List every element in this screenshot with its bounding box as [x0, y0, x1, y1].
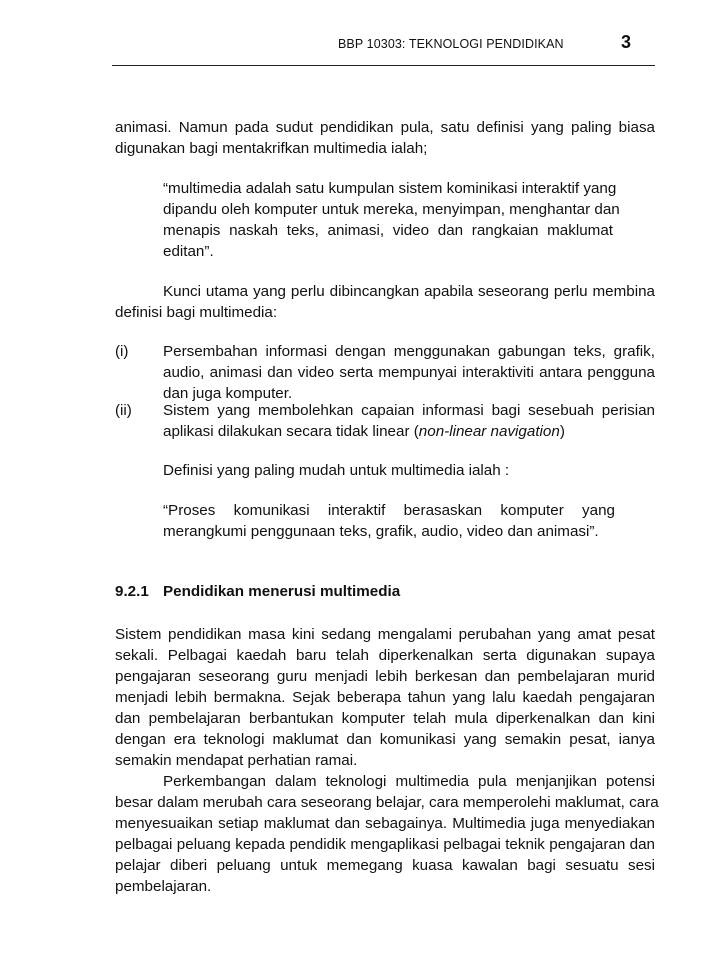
paragraph-line: sekali. Pelbagai kaedah baru telah diperkenalkan serta digunakan supaya: [115, 647, 655, 664]
paragraph-line: menjadi lebih bermakna. Sejak beberapa tahun yang lalu kaedah pengajaran: [115, 689, 655, 706]
quote-line: “multimedia adalah satu kumpulan sistem kominikasi interaktif yang: [163, 180, 617, 197]
simple-definition: Definisi yang paling mudah untuk multimedia ialah :: [163, 462, 510, 479]
paragraph-line: dan pembelajaran berbantukan komputer telah mula diperkenalkan dan kini: [115, 710, 655, 727]
key-paragraph: [115, 281, 655, 323]
paragraph-line: pengajaran seseorang guru menjadi lebih berkesan dan pembelajaran murid: [115, 668, 655, 685]
paragraph-line: semakin mendapat perhatian ramai.: [115, 752, 358, 769]
quote-line: “Proses komunikasi interaktif berasaskan komputer yang: [163, 502, 615, 519]
list-line: Persembahan informasi dengan menggunakan gabungan teks, grafik,: [163, 343, 655, 360]
italic-term: non-linear navigation: [418, 423, 560, 440]
list-line: audio, animasi dan video serta mempunyai interaktiviti antara pengguna: [163, 364, 655, 381]
section-number: 9.2.1: [115, 583, 149, 600]
paragraph-line: pembelajaran.: [115, 878, 212, 895]
intro-line: digunakan bagi mentakrifkan multimedia ialah;: [115, 140, 428, 157]
paragraph-line: pelajar diberi peluang untuk memegang kuasa kawalan bagi sesuatu sesi: [115, 857, 655, 874]
quote-line: menapis naskah teks, animasi, video dan rangkaian maklumat: [163, 222, 613, 239]
intro-line: animasi. Namun pada sudut pendidikan pula, satu definisi yang paling biasa: [115, 119, 655, 136]
list-line: [163, 421, 655, 442]
page-number: 3: [621, 32, 632, 52]
paragraph-line: Perkembangan dalam teknologi multimedia pula menjanjikan potensi: [163, 773, 655, 790]
list-label: (ii): [115, 402, 132, 419]
section-title: Pendidikan menerusi multimedia: [163, 583, 401, 600]
key-line: Kunci utama yang perlu dibincangkan apabila seseorang perlu membina: [163, 283, 655, 300]
paragraph-line: dengan era teknologi maklumat dan komunikasi yang semakin pesat, ianya: [115, 731, 655, 748]
list-text: aplikasi dilakukan secara tidak linear (: [163, 423, 419, 440]
course-title: BBP 10303: TEKNOLOGI PENDIDIKAN: [338, 37, 564, 51]
list-line: dan juga komputer.: [163, 385, 293, 402]
paragraph-1: [115, 624, 659, 897]
list-line: Sistem yang membolehkan capaian informasi bagi sesebuah perisian: [163, 402, 655, 419]
paragraph-line: menyesuaikan setiap maklumat dan sebagainya. Multimedia juga menyediakan: [115, 815, 655, 832]
key-line: definisi bagi multimedia:: [115, 304, 278, 321]
quote-line: dipandu oleh komputer untuk mereka, menyimpan, menghantar dan: [163, 201, 620, 218]
paragraph-line: pelbagai peluang kepada pendidik mengaplikasi pelbagai teknik pengajaran dan: [115, 836, 655, 853]
intro-paragraph: [115, 117, 655, 159]
definition-quote: [163, 178, 620, 262]
paragraph-line: Sistem pendidikan masa kini sedang mengalami perubahan yang amat pesat: [115, 626, 655, 643]
quote-line: editan”.: [163, 243, 214, 260]
list-label: (i): [115, 343, 129, 360]
process-quote: [163, 500, 655, 542]
quote-line: merangkumi penggunaan teks, grafik, audio, video dan animasi”.: [163, 523, 599, 540]
section-heading: [115, 583, 400, 600]
header-rule: [112, 65, 655, 66]
list-text: ): [559, 423, 565, 440]
paragraph-line: besar dalam merubah cara seseorang belajar, cara memperolehi maklumat, cara: [115, 794, 659, 811]
list-item: [163, 400, 655, 442]
page-header: [112, 28, 655, 66]
list-item: [163, 341, 655, 404]
